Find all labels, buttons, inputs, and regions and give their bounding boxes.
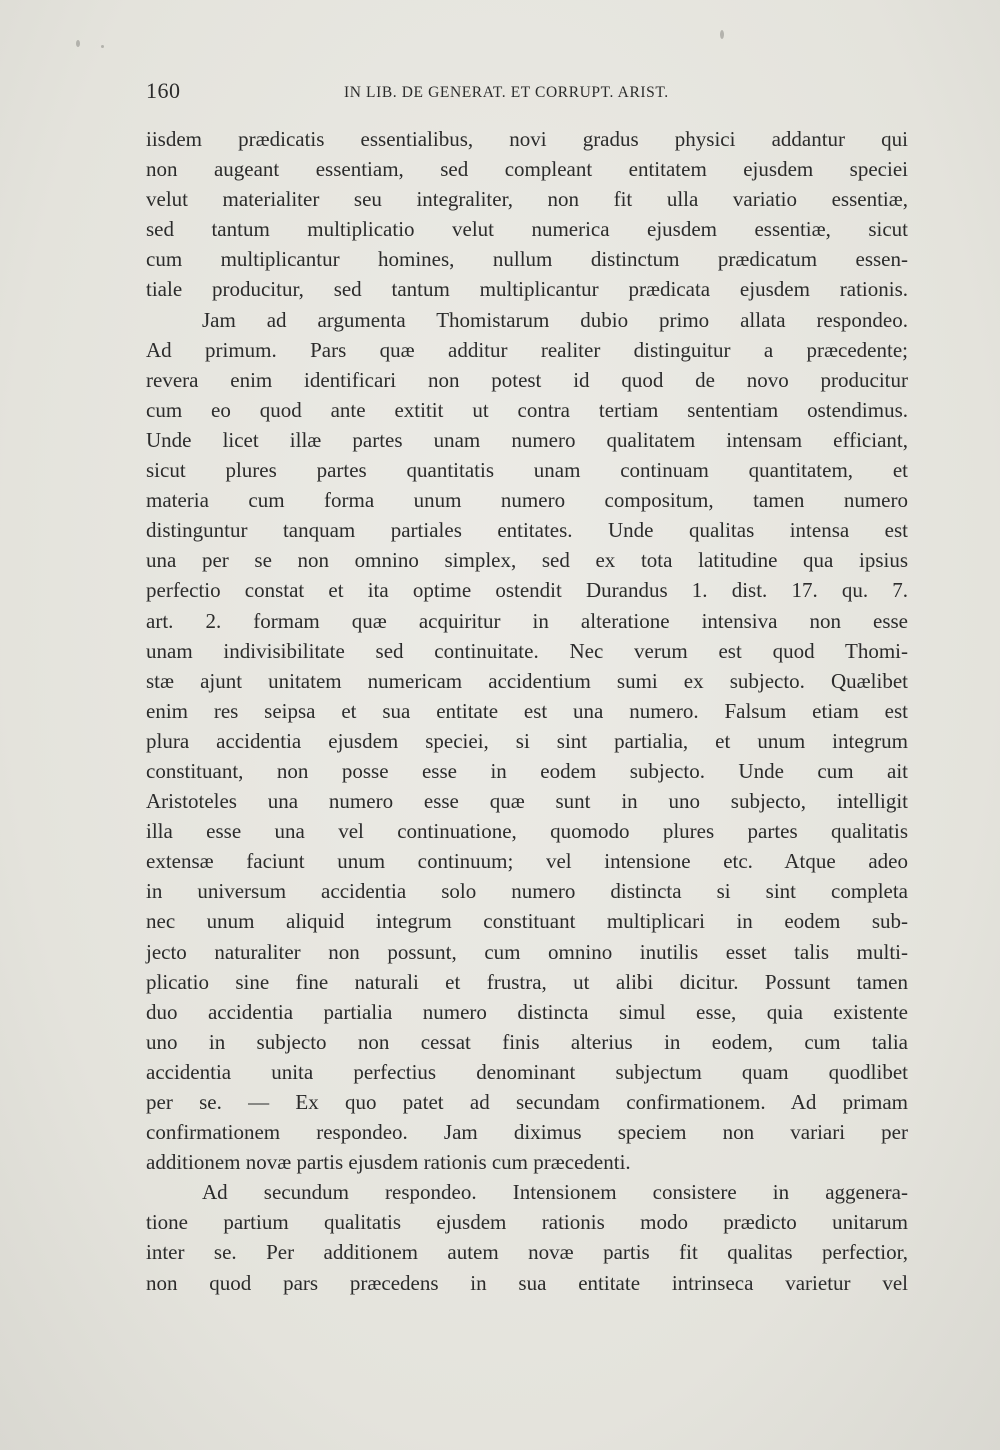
text-line: Aristoteles una numero esse quæ sunt in uno subjecto, intelligit (146, 789, 908, 814)
text-line: plicatio sine fine naturali et frustra, ut alibi dicitur. Possunt tamen (146, 969, 908, 994)
text-line: Jam ad argumenta Thomistarum dubio primo allata respondeo. (202, 307, 908, 332)
text-line: Ad primum. Pars quæ additur realiter distinguitur a præcedente; (146, 337, 908, 362)
page-number: 160 (146, 78, 181, 103)
text-line: velut materialiter seu integraliter, non fit ulla variatio essentiæ, (146, 187, 908, 212)
text-line: enim res seipsa et sua entitate est una numero. Falsum etiam est (146, 698, 908, 723)
text-line: per se. — Ex quo patet ad secundam confirmationem. Ad primam (146, 1090, 908, 1114)
text-line: art. 2. formam quæ acquiritur in alteratione intensiva non esse (146, 608, 908, 633)
text-line: nec unum aliquid integrum constituant multiplicari in eodem sub- (146, 909, 908, 934)
text-line: Ad secundum respondeo. Intensionem consistere in aggenera- (202, 1180, 908, 1205)
text-line: duo accidentia partialia numero distincta simul esse, quia existente (146, 999, 908, 1024)
text-line: jecto naturaliter non possunt, cum omnino inutilis esset talis multi- (146, 939, 908, 964)
text-line: inter se. Per additionem autem novæ partis fit qualitas perfectior, (146, 1240, 908, 1265)
running-title: IN LIB. DE GENERAT. ET CORRUPT. ARIST. (344, 84, 669, 101)
text-line: non quod pars præcedens in sua entitate intrinseca varietur vel (146, 1270, 908, 1295)
text-line: additionem novæ partis ejusdem rationis cum præcedenti. (146, 1150, 631, 1175)
running-header (146, 78, 906, 108)
text-line: revera enim identificari non potest id quod de novo producitur (146, 367, 908, 392)
text-line: distinguntur tanquam partiales entitates. Unde qualitas intensa est (146, 518, 908, 543)
text-line: tiale producitur, sed tantum multiplicantur prædicata ejusdem rationis. (146, 277, 908, 302)
text-line: extensæ faciunt unum continuum; vel intensione etc. Atque adeo (146, 849, 908, 874)
text-line: Unde licet illæ partes unam numero qualitatem intensam efficiant, (146, 427, 908, 452)
text-line: non augeant essentiam, sed compleant entitatem ejusdem speciei (146, 157, 908, 182)
text-line: perfectio constat et ita optime ostendit Durandus 1. dist. 17. qu. 7. (146, 578, 908, 603)
text-line: iisdem prædicatis essentialibus, novi gradus physici addantur qui (146, 127, 908, 151)
body-text (146, 124, 908, 1298)
text-line: in universum accidentia solo numero distincta si sint completa (146, 879, 908, 904)
text-line: cum multiplicantur homines, nullum distinctum prædicatum essen- (146, 247, 908, 272)
text-line: tione partium qualitatis ejusdem rationis modo prædicto unitarum (146, 1210, 908, 1235)
text-line: sed tantum multiplicatio velut numerica ejusdem essentiæ, sicut (146, 217, 908, 242)
paper-speck (720, 30, 724, 39)
paper-speck (76, 40, 80, 47)
text-line: una per se non omnino simplex, sed ex tota latitudine qua ipsius (146, 548, 908, 573)
text-line: materia cum forma unum numero compositum, tamen numero (146, 488, 908, 513)
text-line: illa esse una vel continuatione, quomodo plures partes qualitatis (146, 819, 908, 844)
paper-speck (101, 45, 104, 48)
text-line: sicut plures partes quantitatis unam continuam quantitatem, et (146, 458, 908, 483)
text-line: uno in subjecto non cessat finis alterius in eodem, cum talia (146, 1029, 908, 1054)
text-line: confirmationem respondeo. Jam diximus speciem non variari per (146, 1120, 908, 1145)
text-line: plura accidentia ejusdem speciei, si sint partialia, et unum integrum (146, 728, 908, 753)
text-line: cum eo quod ante extitit ut contra tertiam sententiam ostendimus. (146, 397, 908, 422)
text-line: unam indivisibilitate sed continuitate. Nec verum est quod Thomi- (146, 638, 908, 663)
text-line: accidentia unita perfectius denominant subjectum quam quodlibet (146, 1059, 908, 1084)
text-line: stæ ajunt unitatem numericam accidentium sumi ex subjecto. Quælibet (146, 668, 908, 693)
text-line: constituant, non posse esse in eodem subjecto. Unde cum ait (146, 758, 908, 783)
